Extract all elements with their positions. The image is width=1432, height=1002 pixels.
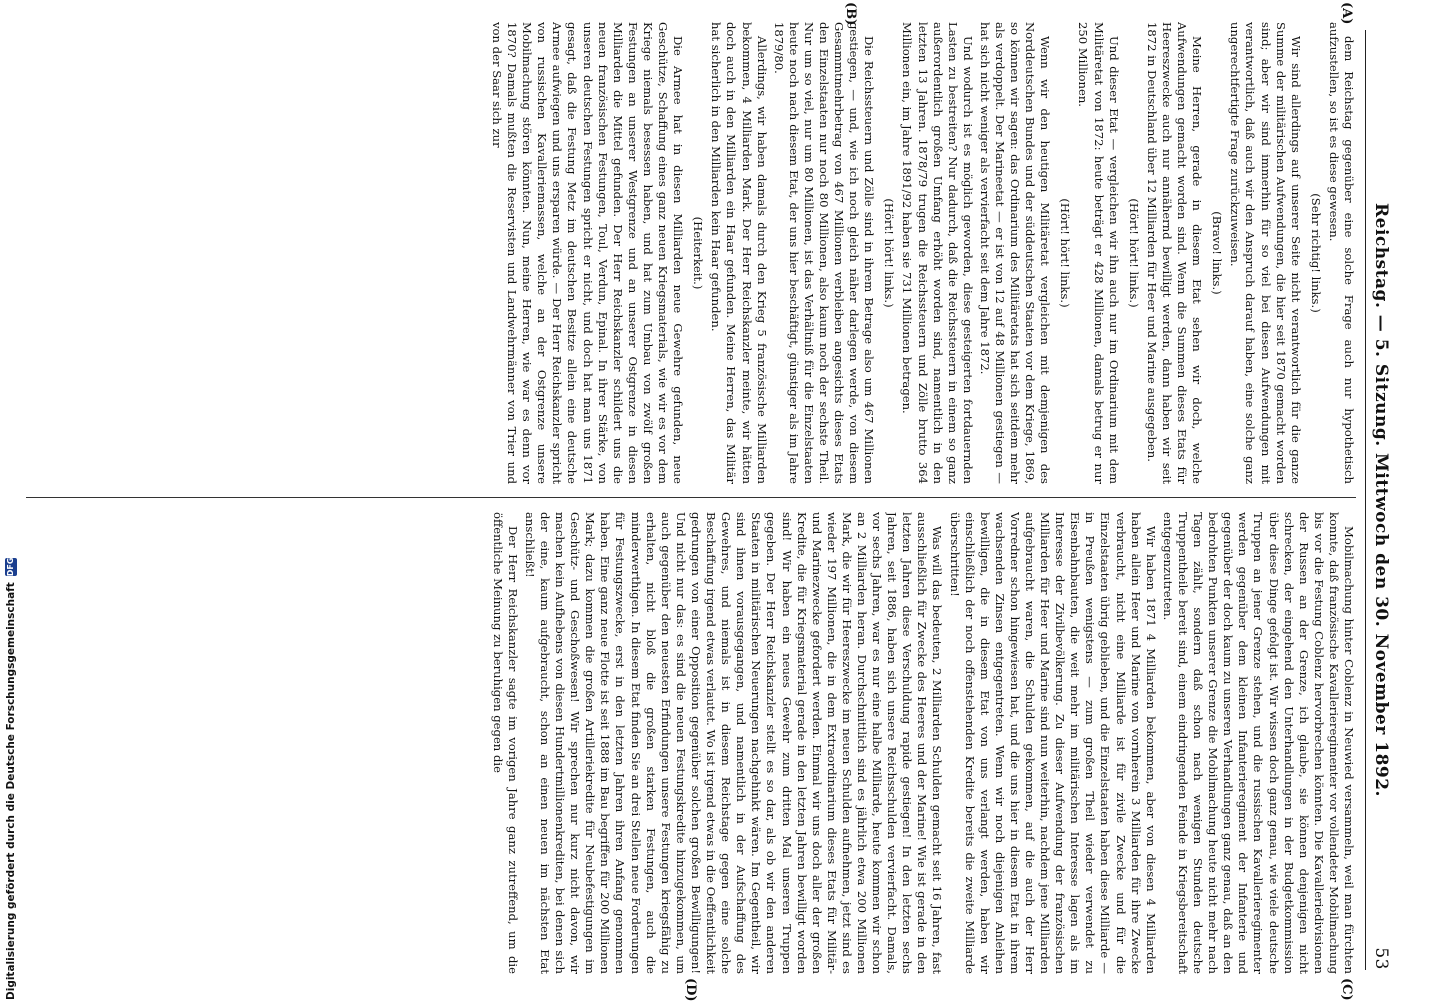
text-column-left [26, 22, 1356, 484]
paragraph: Und wodurch ist es möglich geworden, diese gesteigerten fortdauernden Lasten zu bestreiten? Nur dadurch, daß die Reichssteuern in einem so ganz außerordentlich großen Umfang erhöht worden sind, namentlich in den letzten 13 Jahren. 1878/79 trugen die Reichssteuern und Zölle brutto 364 Millionen ein, im Jahre 1891/92 haben sie 731 Millionen betragen. [900, 22, 975, 484]
column-divider [26, 497, 1356, 498]
reaction-note: (Hört! hört! links.) [1126, 198, 1141, 308]
reaction-note: (Hört! hört! links.) [882, 198, 897, 308]
digitization-credit [0, 0, 22, 1000]
paragraph: Der Herr Reichskanzler sagte im vorigen Jahre ganz zutreffend, um die öffentliche Meinung zu beruhigen gegen die [490, 512, 520, 974]
paragraph: Meine Herren, gerade in diesem Etat sehen wir doch, welche Aufwendungen gemacht worden sind. Wenn die Summen dieses Etats für Heereszwecke auch nur annähernd bewilligt werden, dann haben wir seit 1872 in Deutschland über 12 Milliarden für Heer und Marine ausgegeben. [1144, 22, 1205, 484]
paragraph: dem Reichstag gegenüber eine solche Frage auch nur hypothetisch aufzustellen, so ist es diese gewesen. [1326, 22, 1356, 484]
margin-marker-d: (D) [683, 978, 698, 1002]
page-title: Reichstag. — 5. Sitzung. Mittwoch den 30. November 1892. [1371, 203, 1391, 797]
paragraph: Mobilmachung hinter Coblenz in Neuwied versammeln, weil man fürchten konnte, daß französische Kavallerieregimenter vor vollendeter Mobilmachung bis vor die Festung Coblenz hervorbrechen könnten. Die Kavalleriedivisionen der Russen an der Grenze, ich glaube, sie können denjenigen nicht schrecken, der eingehend den Unterhandlungen in der Budgetkommission über diese Dinge gefolgt ist. Wir wissen doch ganz genau, wie viele deutsche Truppen an jener Grenze stehen, und die russischen Kavallerieregimenter werden gegenüber dem kleinen Infanterieregiment der Infanterie und gegenüber der doch kaum zu unseren Verhandlungen ganz genau, daß an den bedrohten Punkten unserer Grenze die Mobilmachung heute nicht mehr nach Tagen zählt, sondern daß schon nach wenigen Stunden deutsche Truppentheile bereit sind, einem eindringenden Feinde in Kriegsbereitschaft entgegenzutreten. [1160, 512, 1356, 974]
credit-text: Digitalisierung gefördert durch die Deutsche Forschungsgemeinschaft [5, 582, 17, 1000]
paragraph: Wir haben 1871 4 Milliarden bekommen, aber von diesen 4 Milliarden haben allein Heer und Marine von vornherein 3 Milliarden für ihre Zwecke verbraucht, nicht eine Milliarde ist für zivile Zwecke und für die Einzelstaaten übrig geblieben, und die Einzelstaaten haben diese Milliarde — in Preußen wenigstens — zum großen Theil wieder verwendet zu Eisenbahnbauten, die weit mehr im militärischen Interesse lagen als im Interesse der Zivilbevölkerung. Zu dieser Aufwendung der französischen Milliarden für Heer und Marine sind nun weiterhin, nachdem jene Milliarden aufgebraucht waren, die Schulden gekommen, auf die auch der Herr Vorredner schon hingewiesen hat, und die uns hier in diesem Etat in ihrem wachsenden Zinsen entgegentreten. Wenn wir noch diejenigen Anleihen bewilligen, die in diesem Etat von uns verlangt werden, haben wir einschließlich der noch offenstehenden Kredite bereits die zweite Milliarde überschritten! [947, 512, 1158, 974]
reaction-note: (Heiterkeit.) [691, 216, 706, 290]
paragraph: Die Armee hat in diesen Milliarden neue Gewehre gefunden, neue Geschütze, Schaffung eines ganz neuen Kriegsmaterials, wie wir es vor dem Kriege niemals besessen haben, und hat zum Umbau von zwölf großen Festungen an unserer Westgrenze und an unserer Ostgrenze in diesen Milliarden die Mittel gefunden. Der Herr Reichskanzler schildert uns die neuen französischen Festungen, Toul, Verdun, Epinal. In ihrer Stärke, von unseren deutschen Festungen spricht er nicht, und doch hat man uns 1871 gesagt, daß die Festung Metz im deutschen Besitze allein eine deutsche Armee aufwiegen und uns ersparen würde. — Der Herr Reichskanzler spricht von russischen Kavalleriemassen, welche an der Ostgrenze unsere Mobilmachung stören könnten. Nun, meine Herren, wie war es denn vor 1870? Damals mußten die Reservisten und Landwehrmänner von Trier und von der Saar sich zur [490, 22, 686, 484]
paragraph: Was will das bedeuten, 2 Milliarden Schulden gemacht seit 16 Jahren, fast ausschließlich für Zwecke des Heeres und der Marine! Wie ist gerade in den letzten Jahren diese Verschuldung rapide gestiegen! In den letzten sechs Jahren, seit 1886, haben sich unsere Reichsschulden vervierfacht. Damals, vor sechs Jahren, war es nur eine halbe Milliarde, heute kommen wir schon an 2 Milliarden heran. Durchschnittlich sind es jährlich etwa 200 Millionen Mark, die wir für Heereszwecke im neuen Schulden aufnehmen, jetzt sind es wieder 197 Millionen, die in dem Extraordinarium dieses Etats für Militär- und Marinezwecke gefordert werden. Einmal wir uns doch aller der großen Kredite, die für Kriegsmaterial gerade in den letzten Jahren bewilligt worden sind! Wir haben ein neues Gewehr zum dritten Mal unseren Truppen gegeben. Der Herr Reichskanzler stellt es so dar, als ob wir den anderen Staaten in militärischen Neuerungen nachgehinkt wären. Im Gegentheil, wir sind ihnen vorausgegangen, und namentlich in der Aufschaffung des Gewehres, und niemals ist in diesem Reichstage gegen eine solche Beschaffung irgend etwas verlautet. Wo ist irgend etwas in die Oeffentlichkeit gedrungen von einer Opposition gegenüber solchen großen Bewilligungen! Und nicht nur das: es sind die neuen Festungskredite hinzugekommen, um auch gegenüber den neuesten Erfindungen unsere Festungen kriegsfähig zu erhalten, nicht bloß die großen starken Festungen, auch die minderwerthigen. In diesem Etat finden Sie an drei Stellen neue Forderungen für Festungszwecke, erst in den letzten Jahren ihren Anfang genommen haben. Eine ganz neue Flotte ist seit 1888 im Bau begriffen für 200 Millionen Mark; dazu kommen die großen Artilleriekredite für Neubefestigungen im Geschütz- und Geschoßwesen! Wir sprechen nur kurz nicht davon, wir machen kein Aufhebens von diesen Hundertmillionenkrediten, bei denen sich der eine, kaum aufgebraucht, schon an einen neuen im nächsten Etat anschließt! [522, 512, 945, 974]
paragraph: Und dieser Etat — vergleichen wir ihn auch nur im Ordinarium mit dem Militäretat von 1872: heute beträgt er 428 Millionen, damals betrug er nur 250 Millionen. [1076, 22, 1121, 484]
paragraph: Wir sind allerdings auf unserer Seite nicht verantwortlich für die ganze Summe der militärischen Aufwendungen, die hier seit 1870 gemacht worden sind; aber wir sind immerhin für so viel bei diesen Aufwendungen mit verantwortlich, daß auch wir den Anspruch darauf haben, eine solche ganz ungerechtfertigte Frage zurückzuweisen. [1228, 22, 1303, 484]
margin-marker-a: (A) [1339, 2, 1354, 25]
margin-marker-b: (B) [843, 2, 858, 26]
paragraph: Die Reichssteuern und Zölle sind in ihrem Betrage also um 467 Millionen gestiegen, — und, wie ich noch gleich näher darlegen werde, von diesem Gesammtmehrbetrag von 467 Millionen verbleiben angesichts dieses Etats den Einzelstaaten nur noch 80 Millionen, also kaum noch der sechste Theil. Nur um so viel, nur um 80 Millionen, ist das Verhältniß für die Einzelstaaten heute noch nach diesem Etat, der uns hier beschäftigt, günstiger als im Jahre 1879/80. [771, 22, 877, 484]
reaction-note: (Hört! hört! links.) [1058, 198, 1073, 308]
credit-line [0, 557, 22, 1000]
paragraph: Allerdings, wir haben damals durch den Krieg 5 französische Milliarden bekommen, 4 Milliarden Mark. Der Herr Reichskanzler meinte, wir hätten doch auch in den Milliarden ein Haar gefunden. Meine Herren, das Militär hat sicherlich in den Milliarden kein Haar gefunden. [709, 22, 769, 484]
reaction-note: (Sehr richtig! links.) [1308, 193, 1323, 313]
document-page [6, 0, 1418, 1000]
paragraph: Wenn wir den heutigen Militäretat vergleichen mit demjenigen des Norddeutschen Bundes und der süddeutschen Staaten vor dem Kriege, 1869, so können wir sagen: das Ordinarium des Militäretats hat sich seitdem mehr als verdoppelt. Der Marineetat — er ist von 12 auf 48 Millionen gestiegen — hat sich nicht weniger als vervierfacht seit dem Jahre 1872. [977, 22, 1053, 484]
text-column-right [26, 512, 1356, 974]
reaction-note: (Bravo! links.) [1210, 211, 1225, 295]
margin-marker-c: (C) [1339, 978, 1354, 1001]
dfg-logo: DFG [6, 557, 15, 577]
page-number: 53 [1371, 947, 1391, 970]
page-header [1365, 30, 1396, 970]
